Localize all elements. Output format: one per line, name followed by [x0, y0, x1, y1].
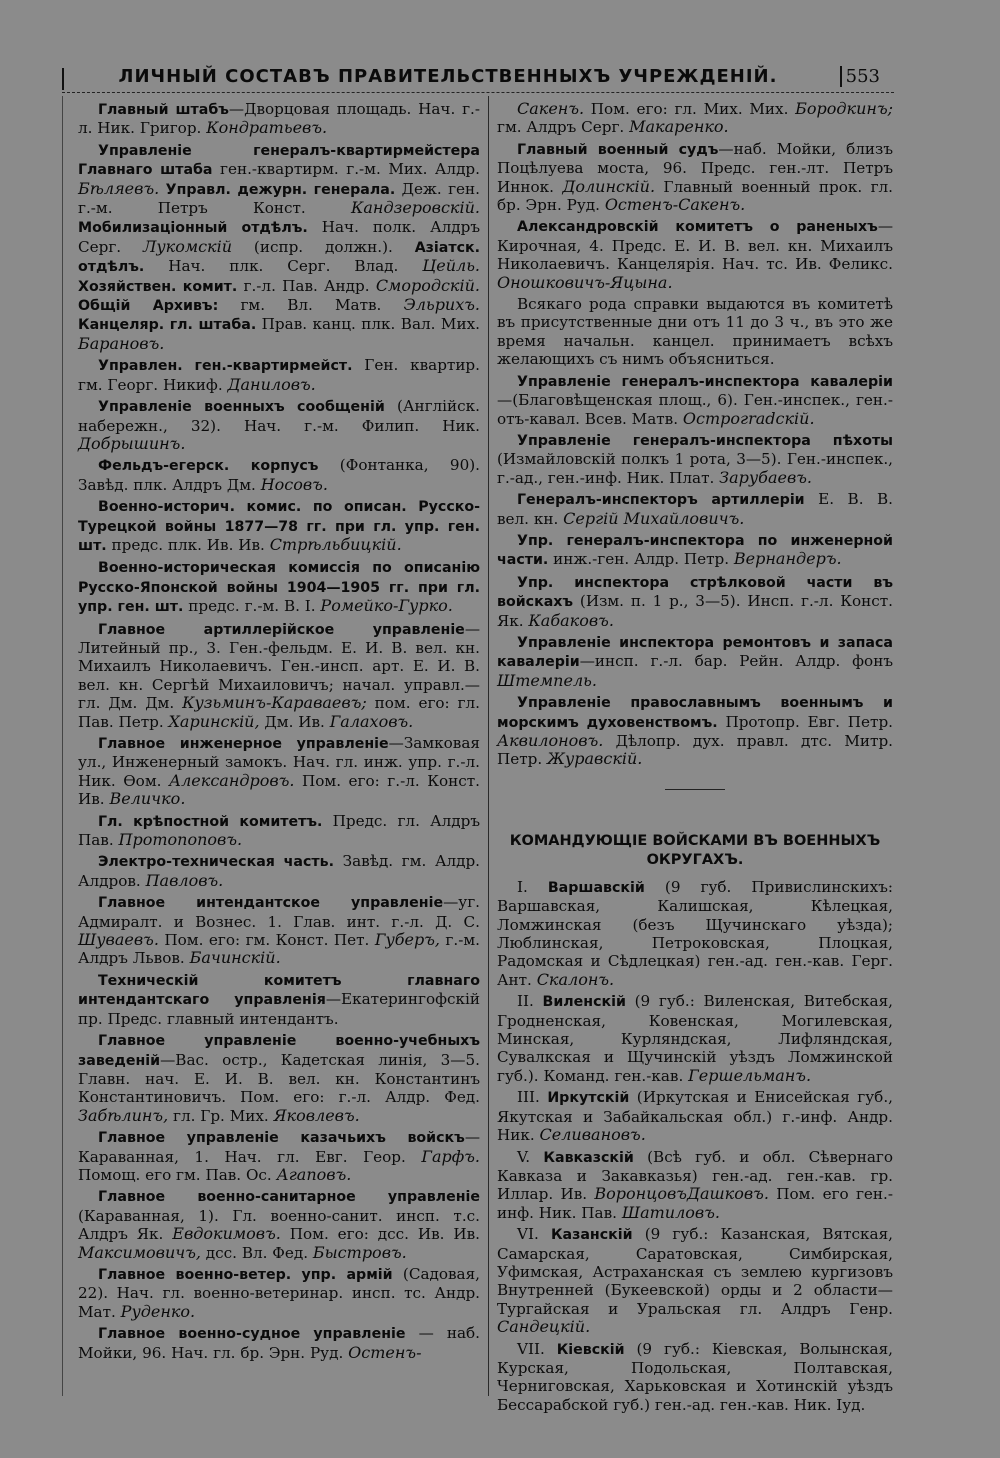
entry-text: III. — [517, 1088, 548, 1107]
entry-paragraph — [497, 1148, 893, 1223]
page-title: ЛИЧНЫЙ СОСТАВЪ ПРАВИТЕЛЬСТВЕННЫХЪ УЧРЕЖДЕНІЙ. — [118, 66, 778, 87]
entry-heading: Главное инженерное управленіе — [98, 736, 389, 752]
entry-text: Дѣлопр. дух. правл. дтс. Митр. Петр. — [497, 732, 893, 769]
entry-text: (Англійск. набережн., 32). Нач. г.-м. Филип. Ник. — [78, 397, 480, 435]
entry-heading: Техническій комитетъ главнаго интендантскаго управленія — [78, 972, 480, 1009]
entry-heading: Управл. дежурн. генерала. — [159, 181, 396, 198]
entry-heading: Главное интендантское управленіе — [98, 895, 444, 912]
entry-text: Дм. Ив. — [259, 712, 330, 731]
entry-text: инж.-ген. Алдр. Петр. — [548, 550, 734, 569]
person-name: Штемпель. — [497, 670, 597, 690]
person-name: Смородскій. — [375, 275, 480, 295]
entry-heading: Общій Архивъ: — [78, 298, 219, 315]
entry-text: —уг. Адмиралт. и Вознес. 1. Глав. инт. г.-л. Д. С. — [78, 893, 480, 931]
entry-paragraph — [78, 356, 480, 394]
person-name: Шуваевъ. — [78, 930, 159, 950]
entry-heading: Хозяйствен. комит. — [78, 278, 238, 295]
entry-paragraph — [497, 1088, 893, 1144]
person-name: Журавскій. — [547, 749, 643, 769]
entry-text: предс. г.-м. В. І. — [183, 597, 321, 616]
entry-text: (испр. должн.). — [232, 237, 415, 256]
person-name: Протопоповъ. — [118, 830, 243, 850]
right-column-top — [497, 100, 893, 769]
person-name: Стрѣльбицкій. — [269, 534, 402, 554]
entry-text: Протопр. Евг. Петр. — [717, 712, 893, 731]
entry-text: (Всѣ губ. и обл. Сѣвернаго Кавказа и Закавказья) ген.-ад. ген.-кав. гр. Иллар. Ив. — [497, 1147, 893, 1204]
entry-heading: Упр. генералъ-инспектора по инженерной части. — [497, 532, 893, 569]
entry-heading: Управленіе православнымъ военнымъ и морскимъ духовенствомъ. — [497, 695, 893, 731]
entry-text: гл. Гр. Мих. — [168, 1106, 274, 1125]
person-name: Забѣлинъ, — [78, 1105, 169, 1125]
entry-text: VII. — [517, 1339, 557, 1358]
person-name: Губеръ, — [374, 930, 440, 950]
entry-heading: Азіатск. отдѣлъ. — [78, 239, 480, 276]
entry-heading: Александровскій комитетъ о раненыхъ — [517, 219, 878, 236]
entry-heading: Управленіе инспектора ремонтовъ и запаса кавалеріи — [497, 634, 893, 671]
entry-text: Пом. его: гл. Мих. Мих. — [584, 100, 796, 118]
entry-paragraph — [497, 431, 893, 487]
entry-text: Пом. его: дсс. Ив. Ив. — [280, 1225, 480, 1244]
person-name: Добрышинъ. — [78, 433, 186, 453]
person-name: Сакенъ. — [517, 99, 585, 118]
person-name: Максимовичъ, — [78, 1242, 201, 1262]
entry-text: Нач. плк. Серг. Влад. — [144, 257, 423, 276]
entry-paragraph — [78, 1324, 480, 1362]
entry-paragraph — [78, 558, 480, 616]
entry-text: I. — [517, 877, 548, 896]
person-name: Харинскій, — [168, 711, 260, 731]
entry-paragraph — [497, 100, 893, 137]
entry-paragraph — [497, 693, 893, 769]
entry-paragraph — [78, 812, 480, 850]
entry-text: предс. плк. Ив. Ив. — [106, 535, 270, 554]
person-name: Цейль. — [422, 256, 480, 276]
entry-heading: Виленскій — [542, 994, 626, 1011]
entry-heading: Главное управленіе казачьихъ войскъ — [98, 1130, 465, 1147]
entry-paragraph — [78, 734, 480, 809]
entry-paragraph — [497, 1340, 893, 1415]
right-column-bottom — [497, 878, 893, 1414]
person-name: Оношковичъ-Яцына. — [497, 272, 673, 292]
entry-text: пом. его: гл. Пав. Петр. — [78, 694, 480, 731]
person-name: Вернандеръ. — [733, 549, 842, 569]
entry-heading: Фельдъ-егерск. корпусъ — [98, 458, 319, 475]
person-name: Кандзеровскій. — [350, 198, 480, 218]
entry-text: Пом. его ген.-инф. Ник. Пав. — [497, 1185, 893, 1222]
entry-text: V. — [517, 1147, 544, 1166]
entry-heading: Иркутскій — [547, 1090, 630, 1107]
person-name: Кабаковъ. — [528, 610, 614, 630]
entry-paragraph — [78, 1265, 480, 1321]
entry-heading: Управленіе генералъ-квартирмейстера Главнаго штаба — [78, 142, 480, 179]
entry-text: VI. — [517, 1225, 551, 1244]
entry-text: дсс. Вл. Фед. — [200, 1243, 313, 1262]
person-name: Гершельманъ. — [688, 1065, 812, 1085]
entry-heading: Кіевскій — [556, 1341, 625, 1358]
column-divider — [488, 96, 489, 1396]
entry-text: Завѣд. гм. Алдр. Алдров. — [78, 852, 480, 890]
entry-text: Е. В. В. вел. кн. — [497, 490, 894, 528]
person-name: Сандецкій. — [497, 1317, 591, 1337]
entry-text: гм. Алдръ Серг. — [497, 118, 630, 137]
person-name: Бородкинъ; — [795, 99, 893, 118]
entry-paragraph — [78, 100, 480, 138]
entry-paragraph — [497, 633, 893, 690]
entry-text: (Изм. п. 1 р., 3—5). Инсп. г.-л. Конст. Як. — [497, 592, 893, 630]
person-name: Селивановъ. — [539, 1125, 646, 1145]
entry-paragraph — [78, 1031, 480, 1125]
entry-heading: Мобилизаціонный отдѣлъ. — [78, 220, 308, 237]
entry-text: г.-л. Пав. Андр. — [237, 276, 376, 295]
entry-paragraph — [497, 992, 893, 1085]
entry-paragraph — [497, 295, 893, 369]
entry-heading: Главный штабъ — [98, 102, 229, 118]
person-name: Эльрихъ. — [403, 295, 481, 315]
entry-heading: Казанскій — [550, 1227, 633, 1244]
person-name: Носовъ. — [260, 474, 328, 494]
person-name: Остенъ-Сакенъ. — [604, 195, 746, 215]
entry-heading: Упр. инспектора стрѣлковой части въ войскахъ — [497, 574, 893, 611]
left-margin-rule — [62, 96, 63, 1396]
person-name: Галаховъ. — [329, 711, 414, 731]
person-name: Александровъ. — [169, 770, 295, 790]
header-rule — [62, 92, 894, 93]
entry-text: Ген. квартир. гм. Георг. Никиф. — [78, 356, 480, 394]
entry-text: Всякаго рода справки выдаются въ комитетѣ въ присутственные дни отъ 11 до 3 ч., въ это же время начальн. канцел. принимаетъ всѣхъ желающихъ съ нимъ объясниться. — [497, 295, 893, 369]
entry-text: (9 губ.: Кіевская, Волынская, Курская, Подольская, Полтавская, Черниговская, Харьковская и Хотинскій уѣздъ Бессарабской губ.) ген.-ад. ген.-кав. Ник. Іуд. — [497, 1339, 893, 1414]
entry-text: (9 губ.: Казанская, Вятская, Самарская, Саратовская, Симбирская, Уфимская, Астраханская съ землею кургизовъ Внутренней (Букеевской) орды и 2 области—Тургайская и Уральская гл. Алдръ Генр. — [497, 1225, 894, 1318]
entry-paragraph — [78, 141, 480, 353]
entry-text: Деж. ген. г.-м. Петръ Конст. — [78, 179, 480, 218]
person-name: Быстровъ. — [312, 1242, 407, 1262]
entry-text: (9 губ.: Виленская, Витебская, Гродненская, Ковенская, Могилевская, Минская, Курляндская, Лифляндская, Сувалкская и Щучинскій уѣздъ Ломжинской губ.). Команд. ген.-кав. — [497, 992, 893, 1085]
entry-text: —Вас. остр., Кадетская линія, 3—5. Главн. нач. Е. И. В. вел. кн. Константинъ Константиновичъ. Пом. его: г.-л. Алдр. Фед. — [78, 1050, 480, 1107]
person-name: Долинскій. — [562, 176, 656, 196]
entry-paragraph — [78, 620, 480, 731]
left-column — [78, 100, 480, 1365]
section-divider — [665, 789, 725, 790]
person-name: Руденко. — [120, 1301, 196, 1321]
person-name: Кузьминъ-Караваевъ; — [182, 693, 367, 713]
entry-heading: Варшавскій — [547, 879, 645, 896]
entry-text: г.-м. Алдръ Львов. — [78, 931, 480, 968]
entry-heading: Главное управленіе военно-учебныхъ заведеній — [78, 1033, 480, 1069]
entry-paragraph — [78, 497, 480, 555]
entry-paragraph — [78, 971, 480, 1028]
person-name: Ромейко-Гурко. — [320, 596, 453, 616]
person-name: Скалонъ. — [536, 969, 615, 989]
entry-text: Предс. гл. Алдръ Пав. — [78, 811, 480, 850]
entry-paragraph — [78, 852, 480, 890]
page-header — [62, 62, 894, 94]
entry-text: (Иркутская и Енисейская губ., Якутская и Забайкальская обл.) г.-инф. Андр. Ник. — [497, 1088, 893, 1145]
entry-heading: Военно-историческая комиссія по описанію Русско-Японской войны 1904—1905 гг. при гл. упр. ген. шт. — [78, 560, 480, 616]
entry-heading: Кавказскій — [543, 1149, 634, 1166]
person-name: Бѣляевъ. — [78, 178, 160, 198]
page-number: 553 — [840, 66, 880, 87]
entry-paragraph — [78, 893, 480, 968]
person-name: Шатиловъ. — [621, 1202, 720, 1222]
entry-heading: Гл. крѣпостной комитетъ. — [98, 813, 323, 830]
entry-text: (Измайловскій полкъ 1 рота, 3—5). Ген.-инспек., г.-ад., ген.-инф. Ник. Плат. — [497, 450, 893, 487]
person-name: Макаренко. — [629, 117, 729, 137]
entry-text: ген.-квартирм. г.-м. Мих. Алдр. — [212, 160, 480, 179]
entry-heading: Главное военно-санитарное управленіе — [98, 1189, 480, 1206]
entry-text: —Караванная, 1. Нач. гл. Евг. Геор. — [78, 1128, 480, 1166]
entry-heading: Управленіе генералъ-инспектора кавалеріи — [517, 373, 893, 390]
entry-heading: Управлен. ген.-квартирмейст. — [98, 358, 353, 375]
entry-paragraph — [497, 573, 893, 630]
entry-text: —Литейный пр., 3. Ген.-фельдм. Е. И. В. вел. кн. Михаилъ Николаевичъ. Ген.-инсп. арт. Е. И. В. вел. кн. Сергѣй Михаиловичъ; начал. управл.— гл. Дм. Дм. — [78, 619, 480, 713]
entry-heading: Генералъ-инспекторъ артиллеріи — [517, 492, 805, 509]
entry-text: —наб. Мойки, близъ Поцѣлуева моста, 96. Предс. ген.-лт. Петръ Иннок. — [497, 139, 893, 196]
entry-paragraph — [497, 490, 893, 528]
right-column — [497, 100, 893, 1417]
person-name: Яковлевъ. — [273, 1105, 360, 1125]
entry-text: — наб. Мойки, 96. Нач. гл. бр. Эрн. Руд. — [78, 1324, 480, 1362]
person-name: Остенъ- — [348, 1342, 422, 1362]
entry-text: Пом. его: гм. Конст. Пет. — [158, 931, 375, 950]
person-name: Гарфъ. — [421, 1146, 480, 1166]
entry-paragraph — [497, 140, 893, 215]
person-name: Евдокимовъ. — [172, 1224, 281, 1244]
entry-text: (9 губ. Привислинскихъ: Варшавская, Калишская, Кѣлецкая, Ломжинская (безъ Щучинскаго уѣзда); Люблинская, Петроковская, Плоцкая, Радомская и Сѣдлецкая) ген.-ад. ген.-кав. Герг. Ант. — [497, 877, 894, 989]
entry-text: гм. Вл. Матв. — [218, 296, 404, 315]
entry-text: Прав. канц. плк. Вал. Мих. — [256, 315, 480, 334]
person-name: ВоронцовъДашковъ. — [594, 1184, 769, 1204]
person-name: Барановъ. — [78, 333, 165, 353]
entry-paragraph — [497, 372, 893, 428]
entry-paragraph — [497, 878, 893, 989]
entry-text: —(Благовѣщенская площ., 6). Ген.-инспек., ген.-отъ-кавал. Всев. Матв. — [497, 391, 893, 428]
person-name: Сергій Михайловичъ. — [563, 508, 745, 528]
entry-text: —Замковая ул., Инженерный замокъ. Нач. гл. инж. упр. г.-л. Ник. Өом. — [78, 734, 480, 790]
entry-heading: Военно-историч. комис. по описан. Русско-Турецкой войны 1877—78 гг. при гл. упр. ген. шт. — [78, 499, 480, 554]
person-name: Острогradскій. — [682, 408, 815, 428]
entry-paragraph — [497, 531, 893, 570]
entry-text: Нач. полк. Алдръ Серг. — [78, 218, 480, 256]
entry-paragraph — [78, 397, 480, 453]
entry-heading: Главное военно-судное управленіе — [98, 1326, 406, 1343]
entry-paragraph — [78, 456, 480, 494]
entry-text: —инсп. г.-л. бар. Рейн. Алдр. фонъ — [579, 652, 893, 671]
person-name: Бачинскій. — [189, 948, 281, 968]
person-name: Зарубаевъ. — [719, 467, 813, 487]
entry-heading: Управленіе генералъ-инспектора пѣхоты — [517, 432, 893, 449]
entry-heading: Электро-техническая часть. — [98, 854, 334, 871]
entry-text: Пом. его: г.-л. Конст. Ив. — [78, 771, 480, 809]
entry-text: Главный военный прок. гл. бр. Эрн. Руд. — [497, 177, 893, 215]
entry-paragraph — [497, 1225, 893, 1336]
person-name: Аквилоновъ. — [497, 731, 604, 750]
entry-paragraph — [78, 1187, 480, 1262]
entry-text: —Кирочная, 4. Предс. Е. И. В. вел. кн. Михаилъ Николаевичъ. Канцелярія. Нач. тс. Ив. Феликс. — [497, 217, 893, 274]
entry-paragraph — [78, 1128, 480, 1184]
section-heading: КОМАНДУЮЩІЕ ВОЙСКАМИ ВЪ ВОЕННЫХЪ ОКРУГАХЪ. — [509, 832, 881, 868]
entry-heading: Главный военный судъ — [517, 141, 719, 158]
entry-heading: Управленіе военныхъ сообщеній — [98, 399, 385, 416]
entry-text: II. — [517, 992, 543, 1011]
entry-heading: Главное военно-ветер. упр. армій — [98, 1266, 393, 1283]
person-name: Павловъ. — [145, 870, 224, 890]
person-name: Величко. — [109, 789, 186, 809]
person-name: Даниловъ. — [227, 374, 316, 394]
person-name: Агаповъ. — [276, 1164, 352, 1184]
entry-text: —Дворцовая площадь. Нач. г.-л. Ник. Григор. — [78, 100, 480, 138]
entry-heading: Главное артиллерійское управленіе — [98, 621, 465, 638]
person-name: Кондратьевъ. — [206, 118, 328, 138]
entry-text: Помощ. его гм. Пав. Ос. — [78, 1165, 277, 1184]
entry-text: —Екатерингофскій пр. Предс. главный интендантъ. — [78, 990, 480, 1028]
entry-text: (Фонтанка, 90). Завѣд. плк. Алдръ Дм. — [78, 456, 480, 494]
entry-paragraph — [497, 217, 893, 292]
entry-text: (Садовая, 22). Нач. гл. военно-ветеринар. инсп. тс. Андр. Мат. — [78, 1264, 481, 1321]
entry-heading: Канцеляр. гл. штаба. — [78, 317, 257, 334]
entry-text: (Караванная, 1). Гл. военно-санит. инсп. т.с. Алдръ Як. — [78, 1206, 480, 1244]
person-name: Лукомскій — [143, 236, 233, 256]
